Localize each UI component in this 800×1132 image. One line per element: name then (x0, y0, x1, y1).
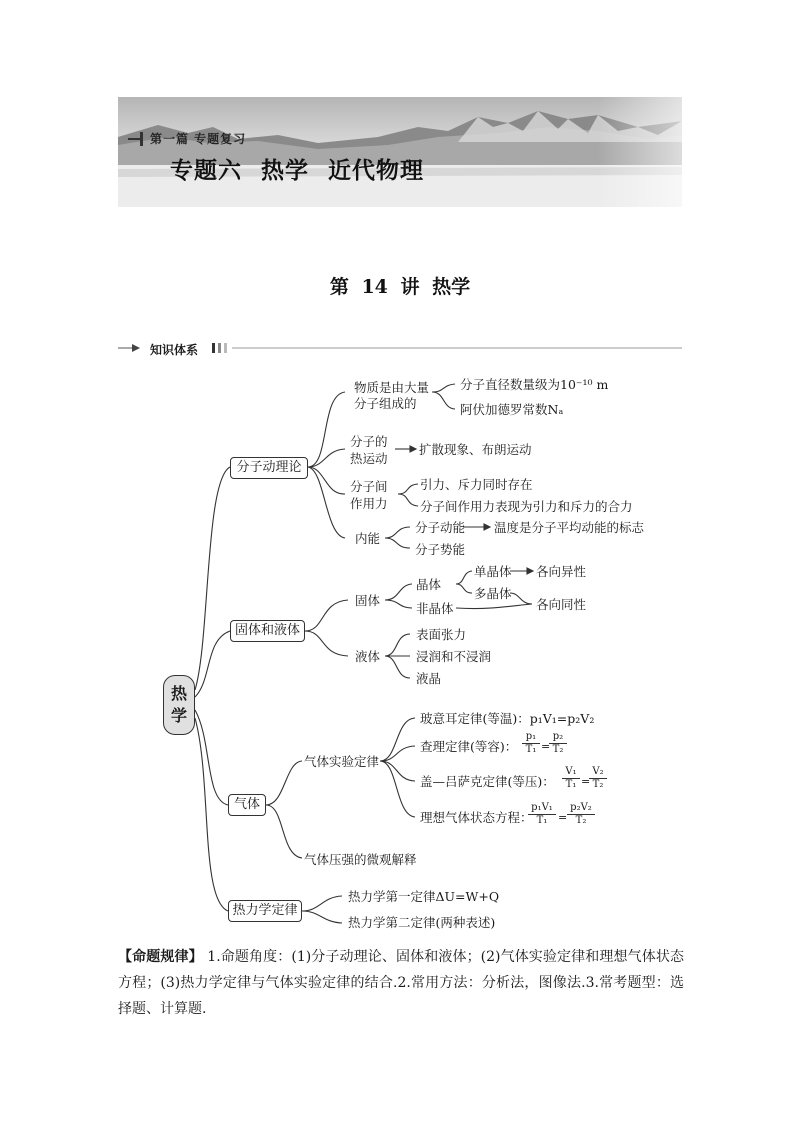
page-title: 专题六 热学 近代物理 (170, 158, 425, 184)
node-single-crystal: 单晶体 (474, 564, 512, 579)
branch-solid-liquid: 固体和液体 (230, 620, 305, 642)
node-isotropy: 各向同性 (536, 597, 587, 612)
section-label: 知识体系 (150, 343, 199, 357)
node-solid: 固体 (355, 593, 381, 608)
charles-frac-2 (549, 731, 567, 756)
node-ideal-gas-equation: 理想气体状态方程： (420, 810, 533, 825)
node-poly-crystal: 多晶体 (474, 586, 512, 601)
node-force: 分子间 (350, 479, 388, 494)
node-force-a: 引力、斥力同时存在 (420, 477, 533, 492)
node-thermal-motion-2: 热运动 (350, 451, 388, 466)
node-wetting: 浸润和不浸润 (416, 649, 492, 664)
node-avogadro: 阿伏加德罗常数Nₐ (460, 402, 564, 417)
equals-sign: = (581, 775, 591, 788)
branch-kinetic-theory: 分子动理论 (230, 457, 308, 479)
equals-sign: = (558, 811, 568, 824)
frac-denominator: T₂ (592, 779, 604, 790)
node-charles-law: 查理定律(等容)： (420, 739, 518, 754)
node-second-law: 热力学第二定律(两种表述) (348, 915, 496, 930)
frac-denominator: T₁ (525, 744, 537, 755)
node-crystal: 晶体 (416, 577, 442, 592)
summary-text: 1.命题角度：(1)分子动理论、固体和液体；(2)气体实验定律和理想气体状态方程；(3)热力学定律与气体实验定律的结合.2.常用方法：分析法，图像法.3.常考题型：选择题、计算题. (118, 949, 685, 1017)
frac-denominator: T₁ (536, 815, 548, 826)
frac-denominator: T₂ (575, 815, 587, 826)
node-amorphous: 非晶体 (416, 601, 454, 616)
frac-denominator: T₁ (565, 779, 577, 790)
node-potential-energy: 分子势能 (415, 542, 466, 557)
node-surface-tension: 表面张力 (416, 627, 467, 642)
node-force-b: 分子间作用力表现为引力和斥力的合力 (420, 499, 633, 514)
breadcrumb: 第一篇 专题复习 (150, 132, 247, 146)
node-temperature: 温度是分子平均动能的标志 (494, 520, 645, 535)
node-first-law: 热力学第一定律ΔU=W+Q (348, 889, 500, 904)
ideal-gas-frac-2 (567, 802, 595, 827)
node-diameter: 分子直径数量级为10⁻¹⁰ m (460, 377, 609, 392)
charles-frac-1 (522, 731, 540, 756)
node-force-2: 作用力 (350, 496, 388, 511)
summary-paragraph (118, 944, 684, 1022)
frac-numerator: p₂V₂ (567, 802, 595, 815)
frac-numerator: V₁ (562, 766, 580, 779)
equals-sign: = (541, 740, 551, 753)
node-liquid: 液体 (355, 649, 381, 664)
node-diffusion: 扩散现象、布朗运动 (419, 442, 532, 457)
node-kinetic-energy: 分子动能 (415, 520, 466, 535)
frac-denominator: T₂ (552, 744, 564, 755)
node-experimental-laws: 气体实验定律 (304, 754, 380, 769)
ideal-gas-frac-1 (528, 802, 556, 827)
branch-gas: 气体 (228, 794, 266, 816)
breadcrumb-bar (140, 132, 143, 146)
node-internal-energy: 内能 (355, 531, 381, 546)
frac-numerator: p₂ (549, 731, 567, 744)
frac-numerator: p₁ (522, 731, 540, 744)
gay-lussac-frac-1 (562, 766, 580, 791)
gay-lussac-frac-2 (589, 766, 607, 791)
frac-numerator: p₁V₁ (528, 802, 556, 815)
root-node: 热学 (163, 675, 195, 735)
node-composition: 物质是由大量 (354, 380, 430, 395)
lecture-title: 第 14 讲 热学 (329, 276, 471, 298)
node-pressure-micro: 气体压强的微观解释 (304, 852, 417, 867)
breadcrumb-tick (128, 138, 140, 140)
node-anisotropy: 各向异性 (536, 564, 587, 579)
frac-numerator: V₂ (589, 766, 607, 779)
node-composition-2: 分子组成的 (354, 396, 417, 411)
node-gay-lussac-law: 盖—吕萨克定律(等压)： (420, 774, 555, 789)
branch-thermodynamics: 热力学定律 (228, 900, 302, 922)
node-boyle-law: 玻意耳定律(等温)：p₁V₁=p₂V₂ (420, 711, 595, 726)
node-thermal-motion: 分子的 (350, 434, 388, 449)
summary-label: 【命题规律】 (118, 949, 203, 965)
node-liquid-crystal: 液晶 (416, 671, 442, 686)
